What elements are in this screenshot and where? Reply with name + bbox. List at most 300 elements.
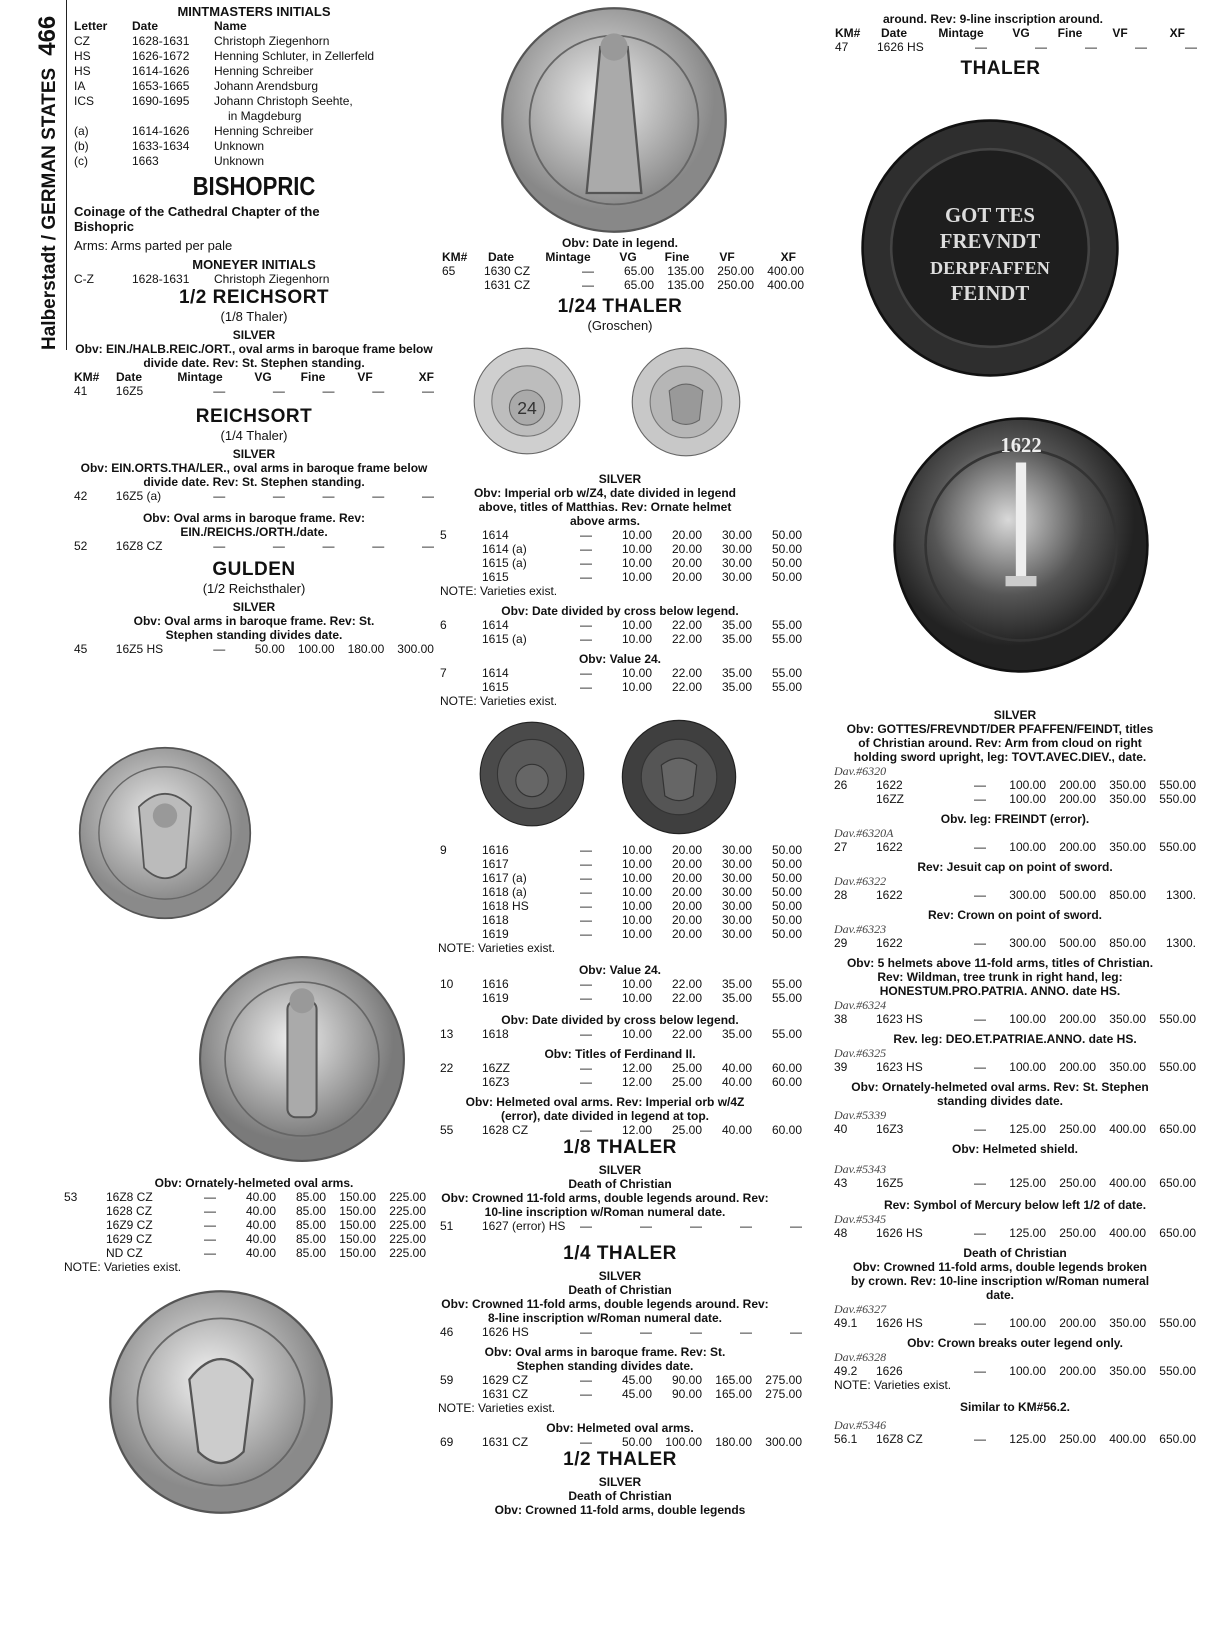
cell-xf: 400.00 (767, 264, 804, 278)
cell-vf: 400.00 (1109, 1432, 1146, 1446)
cell-m: — (580, 632, 592, 646)
cell-m: — (974, 1122, 986, 1136)
cell-vf: 400.00 (1109, 1226, 1146, 1240)
cell-m: — (204, 1232, 216, 1246)
table-row (64, 1246, 434, 1260)
cell-km: 9 (440, 843, 447, 857)
price-table (440, 1219, 820, 1233)
metal-label: SILVER (598, 1269, 642, 1283)
km26-block (834, 708, 1210, 1446)
metal-label: SILVER (232, 447, 276, 461)
coin-description: Obv: EIN.ORTS.THA/LER., oval arms in baroque frame below divide date. Rev: St. Stephen standing. (80, 461, 428, 489)
1-4-thaler-title: 1/4 THALER (563, 1243, 677, 1264)
mint-cell: 1690-1695 (132, 94, 190, 108)
cell-f: 250.00 (1059, 1432, 1096, 1446)
cell-f: 22.00 (671, 991, 702, 1005)
bishopric-title: BISHOPRIC (192, 171, 316, 201)
cell-m: — (204, 1246, 216, 1260)
cell-m: — (204, 1190, 216, 1204)
cell-vf: 30.00 (721, 871, 752, 885)
arms-text: Arms: Arms parted per pale (74, 238, 233, 253)
mint-cell: 1653-1665 (132, 79, 190, 93)
cell-f: 20.00 (671, 913, 702, 927)
table-row (440, 991, 820, 1005)
cell-xf: 400.00 (767, 278, 804, 292)
cell-km: 43 (834, 1176, 848, 1190)
table-row (440, 680, 820, 694)
cell-vg: 10.00 (621, 1027, 652, 1041)
cell-f: — (322, 489, 335, 503)
mint-cell: ICS (74, 94, 95, 108)
death-label: Death of Christian (568, 1177, 672, 1191)
cell-m: — (204, 1218, 216, 1232)
cell-xf: 550.00 (1159, 792, 1196, 806)
gulden-sub: (1/2 Reichsthaler) (202, 581, 306, 596)
cell-km: 56.1 (834, 1432, 858, 1446)
coin-image-km5-reverse (630, 346, 742, 458)
cell-xf: 50.00 (771, 570, 802, 584)
cell-km: 49.1 (834, 1316, 858, 1330)
cell-vg: 50.00 (254, 642, 285, 656)
table-row (74, 642, 434, 656)
mint-header: Letter Date Name (74, 19, 247, 33)
cell-date: 1629 CZ (482, 1373, 529, 1387)
cell-date: 1614 (482, 618, 509, 632)
dav-reference: Dav.#5343 (834, 1162, 887, 1176)
price-table (834, 888, 1210, 902)
mint-cell: Johann Arendsburg (214, 79, 319, 93)
cell-m: — (580, 556, 592, 570)
table-row (440, 977, 820, 991)
cell-vg: 12.00 (621, 1075, 652, 1089)
cell-date: 16Z8 CZ (106, 1190, 153, 1204)
cell-km (440, 556, 482, 570)
table-row (440, 556, 820, 570)
coin-image-thaler-obverse (860, 117, 1120, 379)
cell-xf: 50.00 (771, 913, 802, 927)
cell-xf: 225.00 (389, 1246, 426, 1260)
cell-km: 26 (834, 778, 848, 792)
mint-cell: Unknown (214, 139, 265, 153)
cell-vf: 35.00 (721, 632, 752, 646)
table-row (442, 278, 820, 292)
mint-cell: Henning Schreiber (214, 124, 314, 138)
cell-date: 1616 (482, 977, 509, 991)
cell-km: 41 (74, 384, 88, 398)
cell-km: 40 (834, 1122, 848, 1136)
cell-f: 20.00 (671, 899, 702, 913)
cell-xf: 650.00 (1159, 1432, 1196, 1446)
1-24-thaler-title: 1/24 THALER (557, 296, 683, 317)
cell-m: — (580, 1325, 592, 1339)
cell-km (440, 927, 482, 941)
cell-vg: 125.00 (1009, 1122, 1046, 1136)
cell-vf: 150.00 (339, 1204, 376, 1218)
cell-vf: 165.00 (715, 1373, 752, 1387)
cell-f: 85.00 (295, 1218, 326, 1232)
cell-vf: 150.00 (339, 1190, 376, 1204)
1-2-thaler-title: 1/2 THALER (563, 1449, 677, 1470)
cell-vf: 350.00 (1109, 792, 1146, 806)
metal-label: SILVER (232, 600, 276, 614)
metal-label: SILVER (598, 1475, 642, 1489)
price-table (440, 1325, 820, 1339)
price-table (834, 778, 1210, 806)
mint-cell: 1628-1631 (132, 34, 190, 48)
coin-image-km5-obverse (472, 346, 582, 456)
cell-xf: 60.00 (771, 1075, 802, 1089)
note-text: NOTE: Varieties exist. (64, 1260, 182, 1274)
cell-vf: — (372, 489, 385, 503)
svg-text:24: 24 (517, 398, 537, 419)
mint-row (74, 94, 434, 109)
cell-date: 1619 (482, 991, 509, 1005)
table-row (440, 1435, 820, 1449)
cell-f: 250.00 (1059, 1122, 1096, 1136)
cell-f: — (322, 384, 335, 398)
cell-xf: 550.00 (1159, 1364, 1196, 1378)
cell-vg: 10.00 (621, 885, 652, 899)
cell-m: — (974, 1012, 986, 1026)
mint-cell: 1633-1634 (132, 139, 190, 153)
cell-vg: 10.00 (621, 618, 652, 632)
table-row (440, 927, 820, 941)
table-row (440, 1075, 820, 1089)
dav-reference: Dav.#5339 (834, 1108, 887, 1122)
cell-m: — (580, 843, 592, 857)
cell-f: 20.00 (671, 857, 702, 871)
cell-km: 51 (440, 1219, 454, 1233)
cell-km: 47 (835, 40, 849, 54)
table-row (64, 1232, 434, 1246)
cell-vf: 35.00 (721, 666, 752, 680)
table-row (834, 936, 1210, 950)
page-number: 466 (34, 15, 61, 56)
table-row (64, 1218, 434, 1232)
cell-km (440, 991, 482, 1005)
cell-f: 22.00 (671, 680, 702, 694)
table-row (440, 885, 820, 899)
cell-xf: 1300. (1165, 936, 1196, 950)
price-table (834, 1012, 1210, 1026)
cell-m: — (974, 1364, 986, 1378)
cell-vg: — (640, 1219, 652, 1233)
cell-km: 65 (442, 264, 456, 278)
price-table (834, 1432, 1210, 1446)
cell-xf: 50.00 (771, 885, 802, 899)
cell-m: — (582, 278, 594, 292)
cell-m: — (974, 936, 986, 950)
cell-vg: 300.00 (1009, 936, 1046, 950)
cell-date: 1622 (876, 936, 903, 950)
cell-vf: 850.00 (1109, 888, 1146, 902)
cell-m: — (580, 666, 592, 680)
cell-m: — (213, 384, 226, 398)
cell-date: 1630 CZ (484, 264, 531, 278)
cell-vf: 35.00 (721, 618, 752, 632)
cell-vf: — (372, 539, 385, 553)
cell-m: — (974, 1432, 986, 1446)
cell-f: 200.00 (1059, 840, 1096, 854)
coin-description: Obv: Oval arms in baroque frame. Rev: St. Stephen standing divides date. (133, 614, 375, 642)
cell-date: 16Z3 (482, 1075, 510, 1089)
cell-f: 90.00 (671, 1387, 702, 1401)
1-24-thaler-sub: (Groschen) (587, 318, 653, 333)
cell-vg: 45.00 (621, 1373, 652, 1387)
cell-km (440, 913, 482, 927)
cell-vg: 10.00 (621, 632, 652, 646)
price-table (834, 840, 1210, 854)
cell-xf: 50.00 (771, 843, 802, 857)
dav-reference: Dav.#6325 (834, 1046, 887, 1060)
cell-vf: — (372, 384, 385, 398)
cell-date: 16Z5 (115, 384, 144, 398)
cell-vg: 10.00 (621, 977, 652, 991)
cell-xf: 650.00 (1159, 1122, 1196, 1136)
price-table (440, 1123, 820, 1137)
cell-xf: 275.00 (765, 1387, 802, 1401)
coin-description: Obv: Value 24. (578, 963, 662, 977)
coin-description: Obv: Helmeted shield. (951, 1142, 1079, 1156)
price-table (74, 539, 434, 553)
cell-f: 25.00 (671, 1061, 702, 1075)
table-row (440, 570, 820, 584)
cell-m: — (580, 857, 592, 871)
coin-icon (108, 1289, 334, 1515)
metal-label: SILVER (598, 472, 642, 486)
cell-vf: 400.00 (1109, 1176, 1146, 1190)
table-row (440, 1325, 820, 1339)
cell-f: 25.00 (671, 1075, 702, 1089)
cell-vg: — (272, 384, 285, 398)
table-row (440, 528, 820, 542)
mintmasters-title: MINTMASTERS INITIALS (177, 4, 331, 19)
cell-xf: — (421, 384, 434, 398)
cell-date: 1615 (a) (482, 556, 527, 570)
mint-row (74, 49, 434, 64)
dav-reference: Dav.#6328 (834, 1350, 887, 1364)
note-text: NOTE: Varieties exist. (440, 694, 558, 708)
cell-m: — (582, 264, 594, 278)
price-table (835, 40, 1208, 54)
cell-km: 28 (834, 888, 848, 902)
km5-block (440, 472, 820, 708)
cell-f: 22.00 (671, 666, 702, 680)
coin-description: Obv: Ornately-helmeted oval arms. (154, 1176, 354, 1190)
cell-vg: 10.00 (621, 913, 652, 927)
cell-xf: — (421, 489, 434, 503)
cell-km: 10 (440, 977, 454, 991)
coin-description: Rev: Crown on point of sword. (928, 908, 1102, 922)
coin-image-gulden-obverse (78, 746, 252, 920)
cell-date: 1627 (error) HS (482, 1219, 566, 1233)
cell-km (440, 899, 482, 913)
note-text: NOTE: Varieties exist. (834, 1378, 952, 1392)
cell-date: 1616 (482, 843, 509, 857)
cell-km (64, 1246, 106, 1260)
note-text: NOTE: Varieties exist. (438, 941, 556, 955)
table-row (440, 1219, 820, 1233)
coin-description: Obv: Imperial orb w/Z4, date divided in legend above, titles of Matthias. Rev: Ornate helmet above arms. (473, 486, 737, 528)
svg-text:1622: 1622 (1000, 435, 1042, 458)
mint-table (74, 34, 434, 169)
table-row (440, 618, 820, 632)
cell-m: — (580, 1435, 592, 1449)
price-table (74, 642, 434, 656)
price-table (440, 618, 820, 646)
price-table (440, 843, 820, 941)
cell-km (834, 792, 876, 806)
cell-xf: 275.00 (765, 1373, 802, 1387)
coin-description: Obv. leg: FREINDT (error). (940, 812, 1090, 826)
mint-cell: Henning Schluter, in Zellerfeld (214, 49, 375, 63)
coin-description: Similar to KM#56.2. (959, 1400, 1071, 1414)
mint-cell: 1626-1672 (132, 49, 190, 63)
table-row (74, 539, 434, 553)
cell-km (440, 871, 482, 885)
cell-vf: 30.00 (721, 899, 752, 913)
cell-km: 48 (834, 1226, 848, 1240)
coin-description: Obv: Crowned 11-fold arms, double legends broken by crown. Rev: 10-line inscription w/Roman numeral date. (850, 1260, 1150, 1302)
cell-date: ND CZ (106, 1246, 143, 1260)
price-table (74, 489, 434, 503)
cell-vg: 100.00 (1009, 1364, 1046, 1378)
coin-icon (472, 346, 582, 456)
table-row (834, 1176, 1210, 1190)
cell-m: — (580, 885, 592, 899)
cell-f: 85.00 (295, 1246, 326, 1260)
cell-km (64, 1218, 106, 1232)
dav-reference: Dav.#6323 (834, 922, 887, 936)
cell-m: — (213, 539, 226, 553)
cell-vg: 40.00 (245, 1232, 276, 1246)
moneyer-title: MONEYER INITIALS (192, 257, 316, 272)
coin-description: Obv: Oval arms in baroque frame. Rev: EIN./REICHS./ORTH./date. (142, 511, 366, 539)
table-row (834, 792, 1210, 806)
cell-km: 27 (834, 840, 848, 854)
reichsort-sub: (1/4 Thaler) (220, 428, 288, 443)
dav-reference: Dav.#6320A (834, 826, 894, 840)
cell-m: — (580, 927, 592, 941)
cell-km (440, 1075, 482, 1089)
coin-description: Obv: Crowned 11-fold arms, double legends around. Rev: 10-line inscription w/Roman numeral date. (441, 1191, 769, 1219)
cell-km (64, 1232, 106, 1246)
coin-icon (500, 6, 728, 234)
coin-description: Obv: Titles of Ferdinand II. (544, 1047, 696, 1061)
table-row (834, 778, 1210, 792)
cell-vf: 165.00 (715, 1387, 752, 1401)
table-row (834, 1060, 1210, 1074)
cell-km (442, 278, 484, 292)
cell-date: 1626 (876, 1364, 903, 1378)
cell-km: 39 (834, 1060, 848, 1074)
cell-f: 25.00 (671, 1123, 702, 1137)
cell-km (440, 1387, 482, 1401)
half-reichsort-sub: (1/8 Thaler) (220, 309, 288, 324)
dav-reference: Dav.#6322 (834, 874, 887, 888)
table-row (74, 384, 434, 398)
cell-m: — (580, 1387, 592, 1401)
mint-row (74, 64, 434, 79)
cell-m: — (204, 1204, 216, 1218)
cell-km: 59 (440, 1373, 454, 1387)
gulden-title: GULDEN (212, 559, 296, 580)
coin-description: Obv: Ornately-helmeted oval arms. Rev: St. Stephen standing divides date. (851, 1080, 1149, 1108)
cell-xf: 55.00 (771, 618, 802, 632)
mint-cell: (b) (74, 139, 89, 153)
cell-xf: 50.00 (771, 528, 802, 542)
mint-cell: in Magdeburg (228, 109, 302, 123)
cell-km: 55 (440, 1123, 454, 1137)
mint-row (74, 139, 434, 154)
coin-icon (198, 955, 406, 1163)
cell-xf: 50.00 (771, 857, 802, 871)
cell-date: 16Z5 HS (115, 642, 164, 656)
coin-description: Rev: Symbol of Mercury below left 1/2 of date. (883, 1198, 1147, 1212)
cell-xf: 550.00 (1159, 1316, 1196, 1330)
table-row (442, 264, 820, 278)
price-table (834, 1364, 1210, 1378)
cell-m: — (974, 792, 986, 806)
cell-km (440, 885, 482, 899)
cell-xf: — (421, 539, 434, 553)
thaler-title: THALER (960, 58, 1041, 79)
cell-m: — (580, 1219, 592, 1233)
cell-f: 22.00 (671, 977, 702, 991)
mint-row (74, 34, 434, 49)
cell-f: 250.00 (1059, 1176, 1096, 1190)
mint-cell: 1663 (132, 154, 159, 168)
cell-date: 1622 (876, 778, 903, 792)
cell-km: 13 (440, 1027, 454, 1041)
cell-vf: 350.00 (1109, 1316, 1146, 1330)
cell-vf: 30.00 (721, 857, 752, 871)
cell-date: 1631 CZ (482, 1387, 529, 1401)
mint-cell: IA (74, 79, 86, 93)
cell-m: — (580, 680, 592, 694)
mint-cell: Johann Christoph Seehte, (214, 94, 353, 108)
cell-f: 20.00 (671, 528, 702, 542)
cell-vg: 100.00 (1009, 1316, 1046, 1330)
coin-description: Obv: EIN./HALB.REIC./ORT., oval arms in baroque frame below divide date. Rev: St. Stephen standing. (75, 342, 433, 370)
cell-xf: 300.00 (765, 1435, 802, 1449)
cell-vg: 300.00 (1009, 888, 1046, 902)
cell-f: 200.00 (1059, 1012, 1096, 1026)
cell-vf: 150.00 (339, 1232, 376, 1246)
cell-date: 16Z8 CZ (876, 1432, 923, 1446)
table-row (74, 489, 434, 503)
table-row (440, 1061, 820, 1075)
cell-date: 1618 (482, 913, 509, 927)
cell-vf: 350.00 (1109, 1060, 1146, 1074)
cell-vf: 30.00 (721, 843, 752, 857)
cell-xf: 225.00 (389, 1232, 426, 1246)
cell-vf: 350.00 (1109, 778, 1146, 792)
cell-date: 16Z5 (876, 1176, 904, 1190)
coin-description: Obv: Date divided by cross below legend. (501, 604, 739, 618)
cell-xf: 300.00 (397, 642, 434, 656)
coin-icon (620, 718, 738, 836)
mint-row (74, 154, 434, 169)
cell-date: 1615 (a) (482, 632, 527, 646)
cell-f: 22.00 (671, 632, 702, 646)
cell-m: — (974, 1226, 986, 1240)
coin-icon (630, 346, 742, 458)
cell-vf: 180.00 (347, 642, 385, 656)
coin-description: Obv: Date divided by cross below legend. (501, 1013, 739, 1027)
cell-date: 1629 CZ (106, 1232, 153, 1246)
cell-f: 200.00 (1059, 792, 1096, 806)
